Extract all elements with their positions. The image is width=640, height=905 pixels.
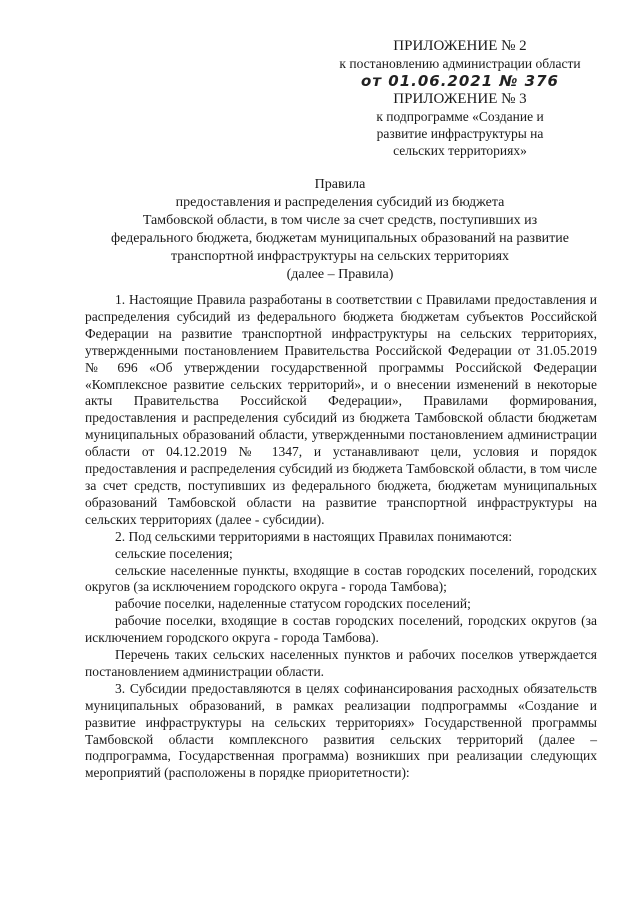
appendix-header xyxy=(300,38,620,159)
subprogram-reference-line1: к подпрограмме «Создание и xyxy=(376,109,544,124)
title-line5: (далее – Правила) xyxy=(286,267,394,282)
document-title xyxy=(80,176,600,284)
title-line1: предоставления и распределения субсидий из бюджета xyxy=(175,195,505,210)
paragraph-2-item-4: рабочие поселки, входящие в состав городских поселений, городских округов (за исключением городского округа - города Тамбова). xyxy=(85,613,597,646)
document-body xyxy=(85,292,597,782)
subprogram-reference-line3: сельских территориях» xyxy=(393,143,527,158)
appendix-2-heading: ПРИЛОЖЕНИЕ № 2 xyxy=(393,38,527,54)
title-word: Правила xyxy=(314,177,366,192)
paragraph-2-list-note: Перечень таких сельских населенных пунктов и рабочих поселков утверждается постановлением администрации области. xyxy=(85,647,597,679)
resolution-reference: к постановлению администрации области xyxy=(339,56,581,71)
paragraph-2: 2. Под сельскими территориями в настоящих Правилах понимаются: xyxy=(115,528,513,544)
paragraph-2-item-1: сельские поселения; xyxy=(115,545,233,561)
paragraph-3: 3. Субсидии предоставляются в целях софинансирования расходных обязательств муниципальных образований, в рамках реализации подпрограммы «Создание и развитие инфраструктуры на сельских территориях» Государственной программы Тамбовской области комплексного развития сельских территорий (далее – подпрограмма, Государственная программа) возникших при реализации следующих мероприятий (расположены в порядке приоритетности): xyxy=(85,680,597,781)
appendix-3-heading: ПРИЛОЖЕНИЕ № 3 xyxy=(393,91,527,107)
title-line4: транспортной инфраструктуры на сельских территориях xyxy=(170,249,510,264)
title-line3: федерального бюджета, бюджетам муниципальных образований на развитие xyxy=(111,231,569,246)
paragraph-2-item-3: рабочие поселки, наделенные статусом городских поселений; xyxy=(115,596,471,612)
handwritten-date-number: от 01.06.2021 № 376 xyxy=(361,72,559,90)
paragraph-2-item-2: сельские населенные пункты, входящие в состав городских поселений, городских округов (за исключением городского округа - города Тамбова); xyxy=(85,562,597,595)
paragraph-1: 1. Настоящие Правила разработаны в соответствии с Правилами предоставления и распределения субсидий из федерального бюджета бюджетам субъектов Российской Федерации на развитие транспортной инфраструктуры на сельских территориях, утвержденными постановлением Правительства Российской Федерации от 31.05.2019 № 696 «Об утверждении государственной программы Российской Федерации «Комплексное развитие сельских территорий», и о внесении изменений в некоторые акты Правительства Российской Федерации», Правилами формирования, предоставления и распределения субсидий из бюджета Тамбовской области бюджетам муниципальных образований области, утвержденными постановлением администрации области от 04.12.2019 № 1347, и устанавливают цели, условия и порядок предоставления и распределения субсидий из бюджета Тамбовской области, в том числе за счет средств, поступивших из федерального бюджета, бюджетам муниципальных образований Тамбовской области на развитие транспортной инфраструктуры на сельских территориях (далее - субсидии). xyxy=(85,292,597,527)
title-line2: Тамбовской области, в том числе за счет средств, поступивших из xyxy=(142,213,538,228)
subprogram-reference-line2: развитие инфраструктуры на xyxy=(376,126,544,141)
